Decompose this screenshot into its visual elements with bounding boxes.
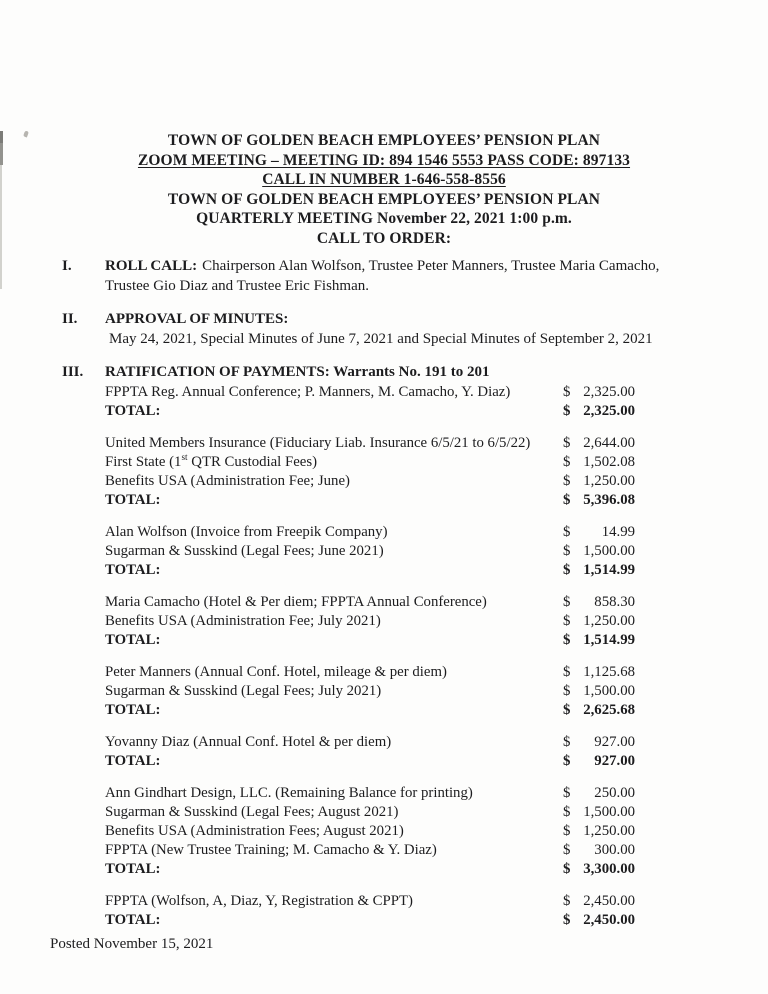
ordinal-superscript: st <box>181 451 188 462</box>
currency-symbol: $ <box>563 803 571 820</box>
currency-symbol: $ <box>563 733 571 750</box>
payment-amount <box>563 911 635 930</box>
payment-desc: Benefits USA (Administration Fees; August 2021) <box>105 822 404 839</box>
payment-block <box>105 663 635 720</box>
currency-symbol: $ <box>563 453 571 470</box>
currency-symbol: $ <box>563 593 571 610</box>
payment-amount <box>563 682 635 701</box>
total-label: TOTAL: <box>105 752 161 769</box>
amount-value: 250.00 <box>594 784 635 801</box>
header-line: TOWN OF GOLDEN BEACH EMPLOYEES’ PENSION PLAN <box>167 132 601 149</box>
payment-amount <box>563 383 635 402</box>
amount-value: 14.99 <box>601 523 635 540</box>
payment-row <box>105 434 635 453</box>
section-numeral: II. <box>62 311 78 327</box>
amount-value: 1,250.00 <box>583 472 635 489</box>
payment-block <box>105 434 635 510</box>
payment-amount <box>563 453 635 472</box>
header-line: CALL IN NUMBER 1-646-558-8556 <box>262 171 506 188</box>
currency-symbol: $ <box>563 491 571 508</box>
total-label: TOTAL: <box>105 402 161 419</box>
currency-symbol: $ <box>563 784 571 801</box>
payment-amount <box>563 822 635 841</box>
section-roll-call <box>62 257 768 296</box>
section-heading: RATIFICATION OF PAYMENTS: Warrants No. 191 to 201 <box>105 364 490 380</box>
payment-amount <box>563 434 635 453</box>
section-numeral: III. <box>62 364 84 380</box>
payment-total-row <box>105 752 635 771</box>
payment-desc: Alan Wolfson (Invoice from Freepik Company) <box>105 523 388 540</box>
section-heading: APPROVAL OF MINUTES: <box>105 311 289 327</box>
currency-symbol: $ <box>563 612 571 629</box>
payment-block <box>105 733 635 771</box>
payment-row <box>105 682 635 701</box>
amount-value: 1,500.00 <box>583 682 635 699</box>
header-line: CALL TO ORDER: <box>316 229 452 247</box>
currency-symbol: $ <box>563 663 571 680</box>
amount-value: 1,502.08 <box>583 453 635 470</box>
payment-amount <box>563 663 635 682</box>
section-line <box>105 257 768 277</box>
amount-value: 300.00 <box>594 841 635 858</box>
amount-value: 2,625.68 <box>583 701 635 718</box>
currency-symbol: $ <box>563 542 571 559</box>
currency-symbol: $ <box>563 523 571 540</box>
payment-amount <box>563 860 635 879</box>
amount-value: 2,644.00 <box>583 434 635 451</box>
total-label: TOTAL: <box>105 860 161 877</box>
header-line: QUARTERLY MEETING November 22, 2021 1:00 p.m. <box>196 210 572 227</box>
section-numeral: I. <box>62 258 72 274</box>
payment-amount <box>563 733 635 752</box>
section-line: May 24, 2021, Special Minutes of June 7, 2021 and Special Minutes of September 2, 2021 <box>109 330 653 347</box>
payment-row <box>105 453 635 472</box>
section-body <box>105 257 768 296</box>
total-label: TOTAL: <box>105 491 161 508</box>
payment-desc: Maria Camacho (Hotel & Per diem; FPPTA Annual Conference) <box>105 593 487 610</box>
amount-value: 927.00 <box>594 752 635 769</box>
amount-value: 1,250.00 <box>583 612 635 629</box>
payment-amount <box>563 593 635 612</box>
payment-row <box>105 612 635 631</box>
currency-symbol: $ <box>563 682 571 699</box>
section-body <box>105 310 768 349</box>
section-approval-of-minutes <box>62 310 768 349</box>
payment-row <box>105 593 635 612</box>
posted-date: Posted November 15, 2021 <box>50 935 214 952</box>
header-line: TOWN OF GOLDEN BEACH EMPLOYEES’ PENSION PLAN <box>167 190 601 208</box>
payment-amount <box>563 701 635 720</box>
payment-total-row <box>105 491 635 510</box>
payment-amount <box>563 561 635 580</box>
payment-row <box>105 892 635 911</box>
amount-value: 927.00 <box>594 733 635 750</box>
payment-block <box>105 523 635 580</box>
payment-amount <box>563 523 635 542</box>
payment-amount <box>563 752 635 771</box>
payment-row <box>105 803 635 822</box>
payment-total-row <box>105 860 635 879</box>
payment-total-row <box>105 631 635 650</box>
currency-symbol: $ <box>563 631 571 648</box>
currency-symbol: $ <box>563 402 571 419</box>
amount-value: 1,500.00 <box>583 803 635 820</box>
payment-total-row <box>105 561 635 580</box>
currency-symbol: $ <box>563 822 571 839</box>
total-label: TOTAL: <box>105 561 161 578</box>
payment-amount <box>563 491 635 510</box>
currency-symbol: $ <box>563 841 571 858</box>
payment-row <box>105 472 635 491</box>
payment-row <box>105 822 635 841</box>
payment-desc: First State (1st QTR Custodial Fees) <box>105 451 318 470</box>
currency-symbol: $ <box>563 561 571 578</box>
payment-row <box>105 841 635 860</box>
document-header <box>0 131 768 248</box>
payment-row <box>105 784 635 803</box>
amount-value: 3,300.00 <box>583 860 635 877</box>
payment-block <box>105 892 635 930</box>
amount-value: 2,325.00 <box>583 383 635 400</box>
payment-desc: Peter Manners (Annual Conf. Hotel, mileage & per diem) <box>105 663 447 680</box>
amount-value: 858.30 <box>594 593 635 610</box>
payment-amount <box>563 472 635 491</box>
payment-row <box>105 383 635 402</box>
total-label: TOTAL: <box>105 701 161 718</box>
payment-desc: Sugarman & Susskind (Legal Fees; August 2021) <box>105 803 399 820</box>
payment-amount <box>563 841 635 860</box>
payment-desc: Ann Gindhart Design, LLC. (Remaining Balance for printing) <box>105 784 473 801</box>
section-line: Trustee Gio Diaz and Trustee Eric Fishman. <box>105 277 370 294</box>
payment-desc: FPPTA (Wolfson, A, Diaz, Y, Registration & CPPT) <box>105 892 413 909</box>
currency-symbol: $ <box>563 892 571 909</box>
payment-desc: Yovanny Diaz (Annual Conf. Hotel & per diem) <box>105 733 392 750</box>
payment-row <box>105 733 635 752</box>
amount-value: 1,500.00 <box>583 542 635 559</box>
section-ratification-of-payments <box>62 363 768 383</box>
payment-desc: FPPTA (New Trustee Training; M. Camacho & Y. Diaz) <box>105 841 437 858</box>
payment-total-row <box>105 701 635 720</box>
payment-desc: Benefits USA (Administration Fee; July 2021) <box>105 612 381 629</box>
payment-total-row <box>105 911 635 930</box>
currency-symbol: $ <box>563 434 571 451</box>
section-text: Chairperson Alan Wolfson, Trustee Peter Manners, Trustee Maria Camacho, <box>202 258 660 274</box>
payment-desc: Sugarman & Susskind (Legal Fees; July 2021) <box>105 682 382 699</box>
payment-amount <box>563 784 635 803</box>
amount-value: 2,325.00 <box>583 402 635 419</box>
payment-block <box>105 593 635 650</box>
total-label: TOTAL: <box>105 631 161 648</box>
payment-amount <box>563 612 635 631</box>
payments-table <box>105 383 635 930</box>
total-label: TOTAL: <box>105 911 161 928</box>
payment-total-row <box>105 402 635 421</box>
payment-desc: Benefits USA (Administration Fee; June) <box>105 472 350 489</box>
payment-block <box>105 784 635 879</box>
payment-row <box>105 542 635 561</box>
payment-desc: FPPTA Reg. Annual Conference; P. Manners, M. Camacho, Y. Diaz) <box>105 383 511 400</box>
amount-value: 2,450.00 <box>583 892 635 909</box>
currency-symbol: $ <box>563 911 571 928</box>
amount-value: 1,514.99 <box>583 561 635 578</box>
payment-row <box>105 523 635 542</box>
currency-symbol: $ <box>563 860 571 877</box>
amount-value: 1,250.00 <box>583 822 635 839</box>
currency-symbol: $ <box>563 472 571 489</box>
header-line: ZOOM MEETING – MEETING ID: 894 1546 5553 PASS CODE: 897133 <box>137 151 631 169</box>
currency-symbol: $ <box>563 701 571 718</box>
section-body <box>105 363 768 383</box>
currency-symbol: $ <box>563 752 571 769</box>
payment-desc: Sugarman & Susskind (Legal Fees; June 2021) <box>105 542 384 559</box>
payment-amount <box>563 402 635 421</box>
payment-block <box>105 383 635 421</box>
payment-row <box>105 663 635 682</box>
section-heading: ROLL CALL: <box>105 258 198 274</box>
payment-desc: United Members Insurance (Fiduciary Liab. Insurance 6/5/21 to 6/5/22) <box>105 434 531 451</box>
payment-amount <box>563 892 635 911</box>
amount-value: 5,396.08 <box>583 491 635 508</box>
payment-amount <box>563 803 635 822</box>
payment-amount <box>563 631 635 650</box>
amount-value: 1,125.68 <box>583 663 635 680</box>
payment-amount <box>563 542 635 561</box>
amount-value: 2,450.00 <box>583 911 635 928</box>
amount-value: 1,514.99 <box>583 631 635 648</box>
currency-symbol: $ <box>563 383 571 400</box>
